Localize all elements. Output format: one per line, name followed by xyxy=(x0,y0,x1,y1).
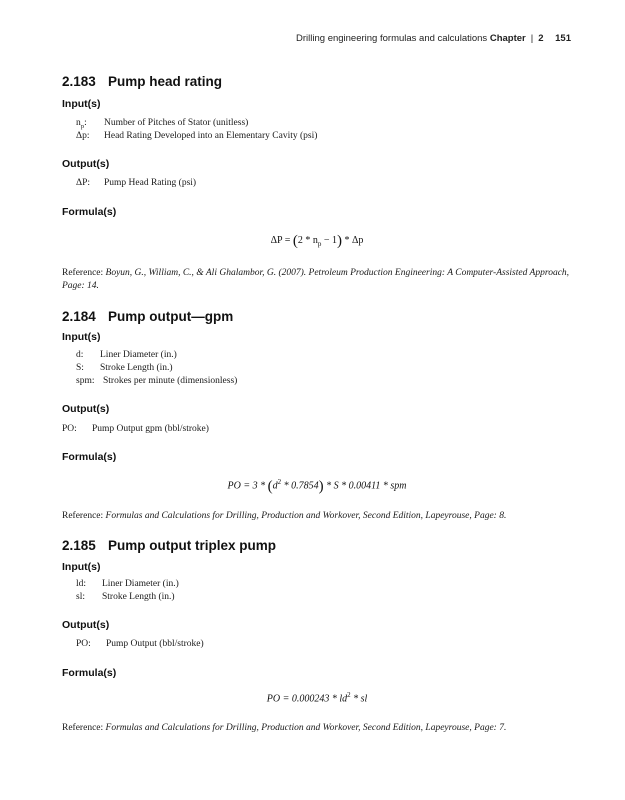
section-heading: Pump output—gpm xyxy=(108,309,234,324)
formula-heading: Formula(s) xyxy=(62,451,117,463)
outputs-heading: Output(s) xyxy=(62,403,110,415)
input-symbol: spm: xyxy=(76,376,95,386)
input-symbol: sl: xyxy=(76,592,85,602)
formula-pump-output-triplex: PO = $0.000243 * ld^2$ * sl xyxy=(266,691,368,705)
formula-pump-head-rating: $\Delta P = (2 * n_p - 1) * \Delta p$ xyxy=(270,233,364,249)
reference-citation: Boyun, G., William, C., & Ali Ghalambor, G. (2007). Petroleum Production Engineering: A Computer-Assisted Approach, Page: 14. xyxy=(62,268,570,291)
output-symbol: ΔP: xyxy=(76,178,91,188)
section-heading: Pump head rating xyxy=(108,74,223,89)
input-description: Strokes per minute (dimensionless) xyxy=(103,376,238,386)
input-row xyxy=(76,118,248,130)
output-row xyxy=(62,424,209,434)
reference: Reference: Boyun, G., William, C., & Ali Ghalambor, G. (2007). Petroleum Production Engineering: A Computer-Assisted Approach, Page: 14. xyxy=(62,268,570,291)
input-description: Head Rating Developed into an Elementary Cavity (psi) xyxy=(104,131,318,141)
running-head-title: Drilling engineering formulas and calculations xyxy=(296,33,488,44)
section-heading: Pump output triplex pump xyxy=(108,538,276,553)
formula-pump-output-gpm: PO = $3 * (d^2 * 0.7854)$ * S * 0.00411 * spm xyxy=(227,478,407,495)
input-row xyxy=(76,579,179,589)
running-head-separator: | xyxy=(530,33,534,44)
page-number: 151 xyxy=(555,33,571,44)
input-row xyxy=(76,376,237,386)
input-symbol: S: xyxy=(76,363,84,373)
reference: Reference: Formulas and Calculations for Drilling, Production and Workover, Second Edition, Lapeyrouse, Page: 8. xyxy=(62,511,507,521)
output-description: Pump Output (bbl/stroke) xyxy=(106,639,204,649)
section-number: 2.184 xyxy=(62,309,96,324)
input-symbol: $n_p$: xyxy=(76,118,87,130)
output-symbol: PO: xyxy=(62,424,77,434)
reference-citation: Formulas and Calculations for Drilling, Production and Workover, Second Edition, Lapeyrouse, Page: 8. xyxy=(105,511,507,521)
running-head-chapter-number: 2 xyxy=(538,33,544,44)
input-symbol: Δp: xyxy=(76,131,90,141)
input-row xyxy=(76,592,175,602)
inputs-heading: Input(s) xyxy=(62,561,101,573)
running-head xyxy=(296,33,571,44)
input-description: Stroke Length (in.) xyxy=(100,363,173,373)
running-head-chapter-label: Chapter xyxy=(489,33,526,44)
formula-heading: Formula(s) xyxy=(62,667,117,679)
output-row xyxy=(76,639,204,649)
input-row xyxy=(76,350,177,360)
input-description: Number of Pitches of Stator (unitless) xyxy=(104,118,249,128)
input-symbol: ld: xyxy=(76,579,87,589)
section-number: 2.183 xyxy=(62,74,96,89)
reference: Reference: Formulas and Calculations for Drilling, Production and Workover, Second Edition, Lapeyrouse, Page: 7. xyxy=(62,723,507,733)
outputs-heading: Output(s) xyxy=(62,619,110,631)
reference-citation: Formulas and Calculations for Drilling, Production and Workover, Second Edition, Lapeyrouse, Page: 7. xyxy=(105,723,507,733)
section-title-2-184 xyxy=(62,309,233,324)
output-symbol: PO: xyxy=(76,639,91,649)
section-title-2-185 xyxy=(62,538,276,553)
input-description: Stroke Length (in.) xyxy=(102,592,175,602)
outputs-heading: Output(s) xyxy=(62,158,110,170)
input-symbol: d: xyxy=(76,350,84,360)
section-number: 2.185 xyxy=(62,538,96,553)
input-description: Liner Diameter (in.) xyxy=(102,579,179,589)
inputs-heading: Input(s) xyxy=(62,331,101,343)
output-description: Pump Head Rating (psi) xyxy=(104,178,197,188)
input-description: Liner Diameter (in.) xyxy=(100,350,177,360)
output-row xyxy=(76,178,196,188)
section-title-2-183 xyxy=(62,74,222,89)
output-description: Pump Output gpm (bbl/stroke) xyxy=(92,424,209,434)
inputs-heading: Input(s) xyxy=(62,98,101,110)
formula-heading: Formula(s) xyxy=(62,206,117,218)
input-row xyxy=(76,131,317,141)
input-row xyxy=(76,363,173,373)
